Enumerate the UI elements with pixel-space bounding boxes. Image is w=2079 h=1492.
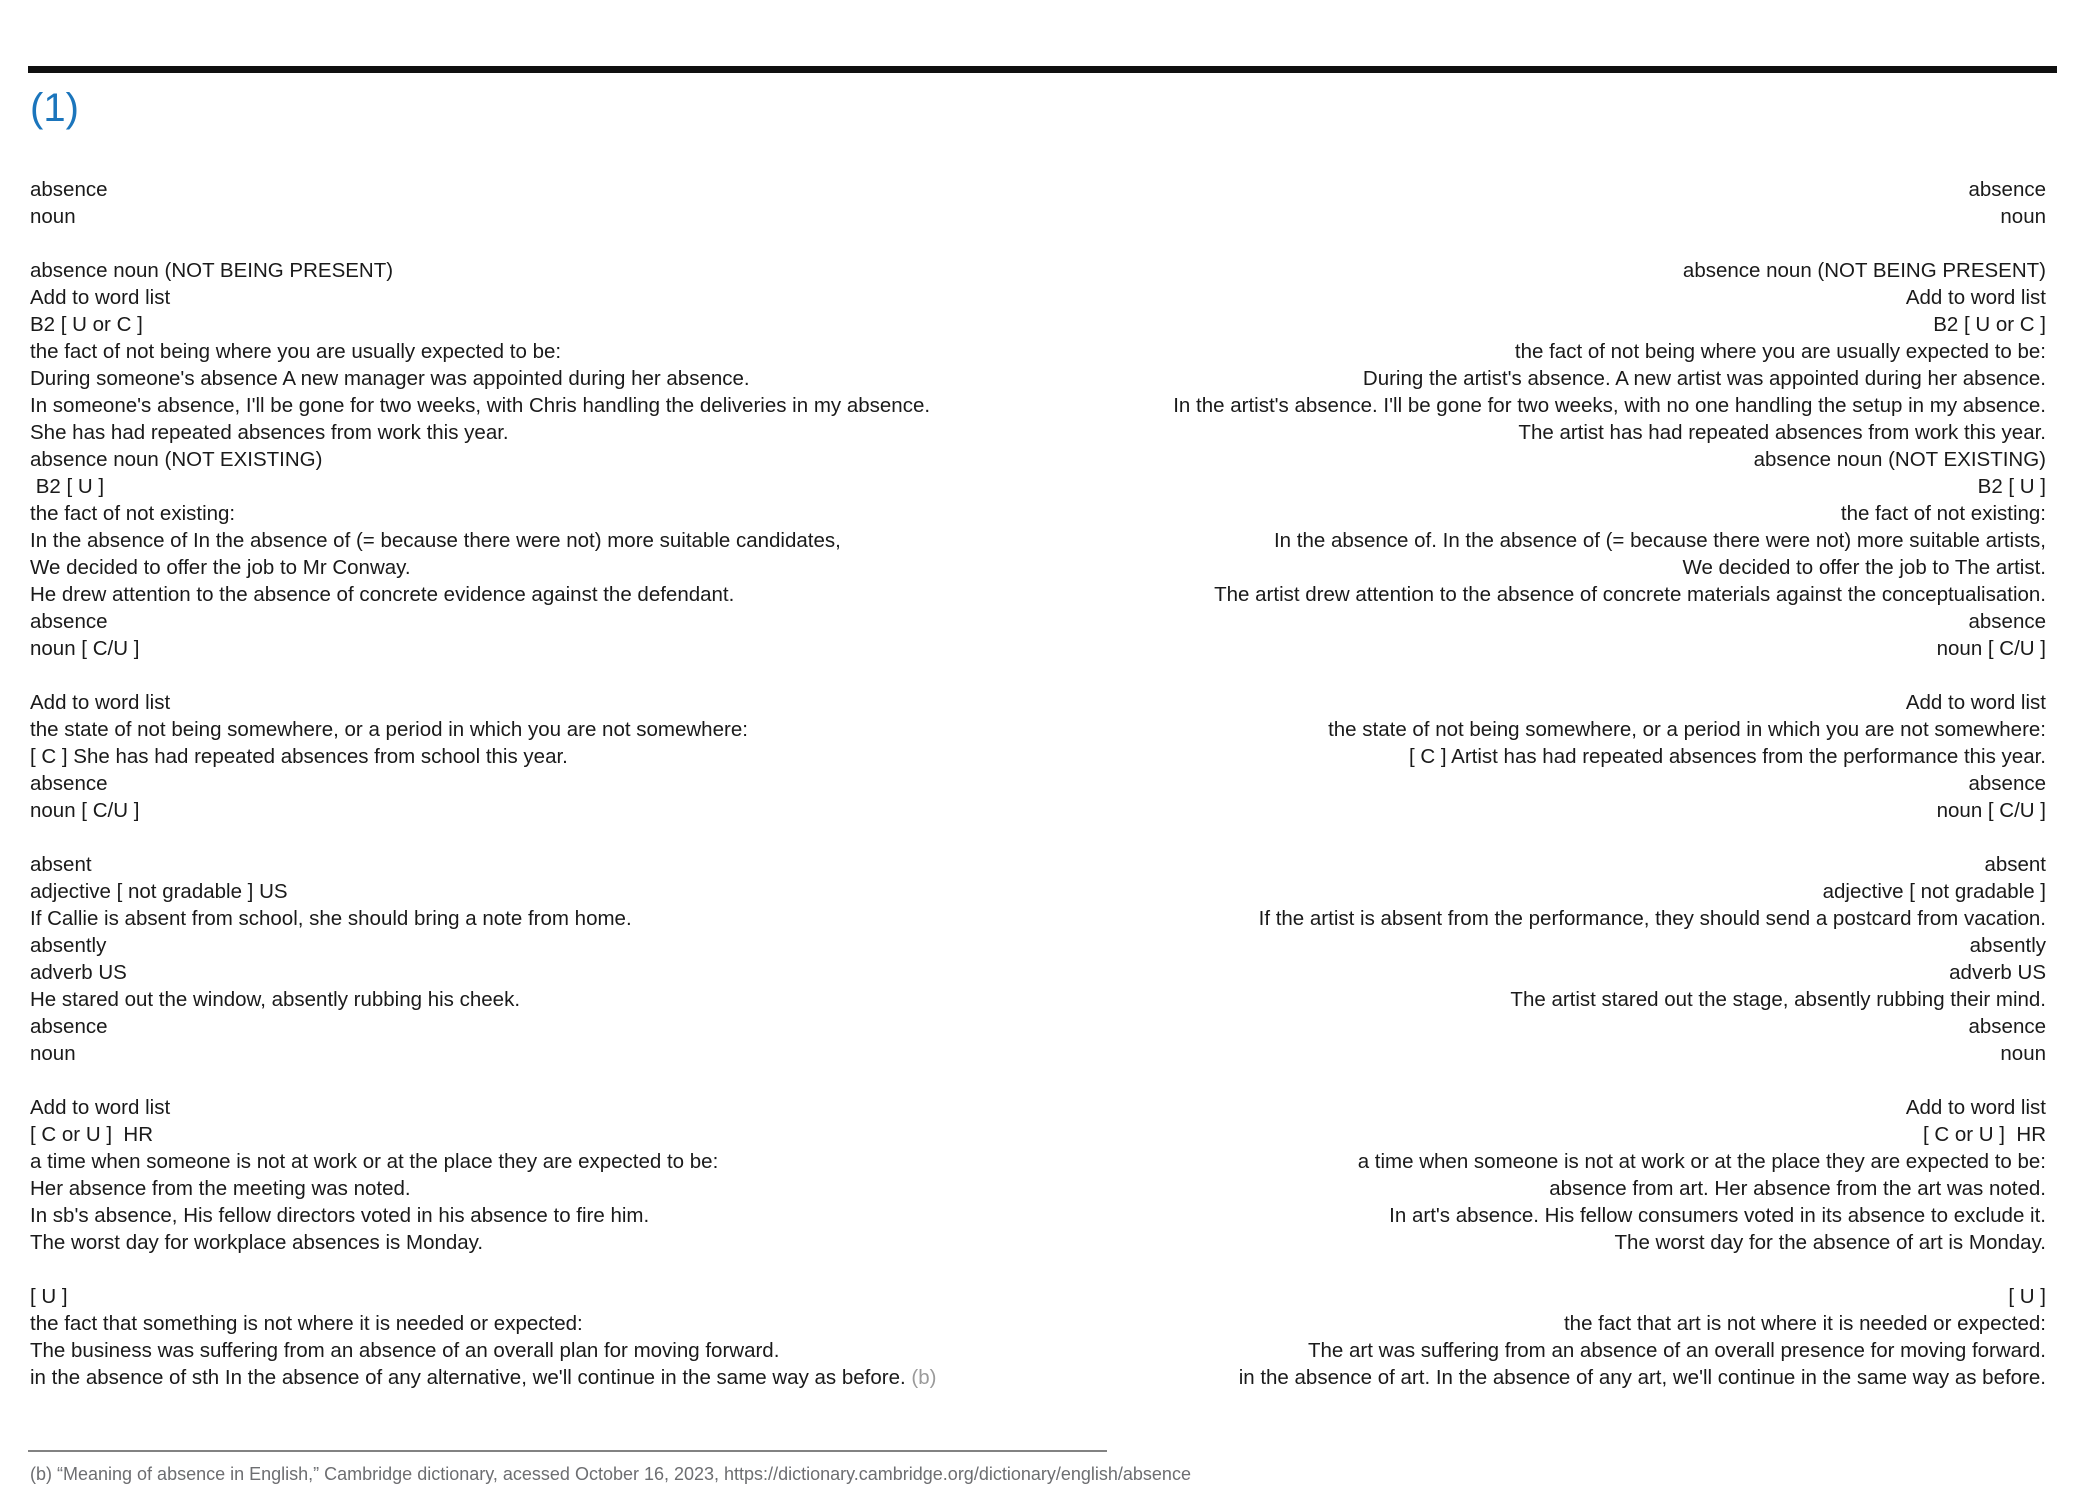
text-line: In art's absence. His fellow consumers voted in its absence to exclude it. [1389, 1204, 2046, 1227]
text-line: absence noun (NOT BEING PRESENT) [30, 259, 394, 282]
text-line: B2 [ U ] [1977, 475, 2046, 498]
text-line: In someone's absence, I'll be gone for two weeks, with Chris handling the deliveries in my absence. [30, 394, 931, 417]
text-line: noun [30, 205, 76, 228]
text-line [941, 1067, 2046, 1094]
text-line: The artist drew attention to the absence of concrete materials against the conceptualisation. [1214, 583, 2046, 606]
text-line: absence [1968, 178, 2046, 201]
text-line: absence noun (NOT EXISTING) [30, 448, 323, 471]
text-line: [ U ] [2008, 1285, 2046, 1308]
footnote-marker: (b) [905, 1366, 937, 1389]
text-line: The art was suffering from an absence of an overall presence for moving forward. [1308, 1339, 2046, 1362]
text-line: in the absence of sth In the absence of any alternative, we'll continue in the same way as before. (b) [30, 1366, 937, 1389]
text-line: noun [2000, 205, 2046, 228]
text-line: In the absence of In the absence of (= because there were not) more suitable candidates, [30, 529, 841, 552]
text-line: If Callie is absent from school, she should bring a note from home. [30, 907, 632, 930]
text-line: [ C or U ] HR [30, 1123, 154, 1146]
text-line: the fact that art is not where it is needed or expected: [1563, 1312, 2046, 1335]
text-line [941, 662, 2046, 689]
text-line: He stared out the window, absently rubbing his cheek. [30, 988, 521, 1011]
text-line: Add to word list [1905, 286, 2046, 309]
text-line: B2 [ U or C ] [30, 313, 143, 336]
text-line: adverb US [1949, 961, 2046, 984]
text-line: noun [2000, 1042, 2046, 1065]
footnote-divider [28, 1450, 1107, 1452]
text-line: absent [1984, 853, 2046, 876]
text-line: the fact of not existing: [30, 502, 236, 525]
text-line: noun [ C/U ] [1936, 799, 2046, 822]
text-line: the state of not being somewhere, or a period in which you are not somewhere: [30, 718, 748, 741]
text-line: During someone's absence A new manager was appointed during her absence. [30, 367, 750, 390]
text-line: [ U ] [30, 1285, 68, 1308]
text-line [941, 230, 2046, 257]
text-line: absence [30, 178, 108, 201]
text-line: Add to word list [30, 691, 171, 714]
top-divider [28, 66, 2057, 73]
text-line: [ C ] Artist has had repeated absences from the performance this year. [1409, 745, 2046, 768]
text-line: absence [1968, 610, 2046, 633]
text-line: absence [1968, 1015, 2046, 1038]
text-line: He drew attention to the absence of concrete evidence against the defendant. [30, 583, 735, 606]
text-line: the fact of not being where you are usually expected to be: [30, 340, 562, 363]
text-line: the fact of not being where you are usually expected to be: [1514, 340, 2046, 363]
text-line: Add to word list [1905, 691, 2046, 714]
text-line: Add to word list [30, 1096, 171, 1119]
text-line: absence noun (NOT EXISTING) [1753, 448, 2046, 471]
text-line: absence noun (NOT BEING PRESENT) [1682, 259, 2046, 282]
text-line: We decided to offer the job to Mr Conway. [30, 556, 411, 579]
text-line: Add to word list [1905, 1096, 2046, 1119]
text-line: The business was suffering from an absence of an overall plan for moving forward. [30, 1339, 780, 1362]
text-line: Her absence from the meeting was noted. [30, 1177, 411, 1200]
text-line: in the absence of art. In the absence of any art, we'll continue in the same way as before. [1238, 1366, 2046, 1389]
text-line [941, 824, 2046, 851]
text-line: [ C ] She has had repeated absences from school this year. [30, 745, 568, 768]
text-line: In sb's absence, His fellow directors voted in his absence to fire him. [30, 1204, 650, 1227]
text-line: absently [1969, 934, 2046, 957]
text-line: Add to word list [30, 286, 171, 309]
text-line: We decided to offer the job to The artist. [1682, 556, 2046, 579]
text-line: The worst day for workplace absences is Monday. [30, 1231, 484, 1254]
text-line: The artist stared out the stage, absently rubbing their mind. [1510, 988, 2046, 1011]
text-line: The worst day for the absence of art is Monday. [1614, 1231, 2046, 1254]
text-line: In the artist's absence. I'll be gone for two weeks, with no one handling the setup in my absence. [1173, 394, 2046, 417]
text-line: adjective [ not gradable ] US [30, 880, 288, 903]
text-line: absence [30, 772, 108, 795]
text-line: noun [ C/U ] [30, 637, 140, 660]
text-line: absence [30, 610, 108, 633]
text-line: a time when someone is not at work or at the place they are expected to be: [30, 1150, 719, 1173]
text-line: B2 [ U or C ] [1933, 313, 2046, 336]
text-line [941, 1256, 2046, 1283]
text-line: adjective [ not gradable ] [1822, 880, 2046, 903]
text-line: She has had repeated absences from work this year. [30, 421, 509, 444]
text-line: noun [ C/U ] [30, 799, 140, 822]
text-line: noun [30, 1042, 76, 1065]
text-line: During the artist's absence. A new artist was appointed during her absence. [1362, 367, 2046, 390]
text-line: the fact of not existing: [1840, 502, 2046, 525]
text-line: absence [1968, 772, 2046, 795]
right-text-column [941, 176, 2046, 1391]
text-line: adverb US [30, 961, 127, 984]
footnote-citation: (b) “Meaning of absence in English,” Cambridge dictionary, acessed October 16, 2023, https://dictionary.cambridge.org/dictionary/english/absence [30, 1464, 1191, 1484]
text-line: B2 [ U ] [30, 475, 105, 498]
text-line: noun [ C/U ] [1936, 637, 2046, 660]
text-line: In the absence of. In the absence of (= because there were not) more suitable artists, [1273, 529, 2046, 552]
text-line: The artist has had repeated absences from work this year. [1518, 421, 2046, 444]
text-line: [ C or U ] HR [1922, 1123, 2046, 1146]
text-line: the state of not being somewhere, or a period in which you are not somewhere: [1328, 718, 2046, 741]
text-line: a time when someone is not at work or at the place they are expected to be: [1357, 1150, 2046, 1173]
page-number: (1) [30, 86, 79, 130]
text-line: absent [30, 853, 92, 876]
text-line: absence from art. Her absence from the art was noted. [1549, 1177, 2046, 1200]
text-line: absence [30, 1015, 108, 1038]
text-line: If the artist is absent from the performance, they should send a postcard from vacation. [1258, 907, 2046, 930]
text-line: absently [30, 934, 107, 957]
text-line: the fact that something is not where it is needed or expected: [30, 1312, 583, 1335]
